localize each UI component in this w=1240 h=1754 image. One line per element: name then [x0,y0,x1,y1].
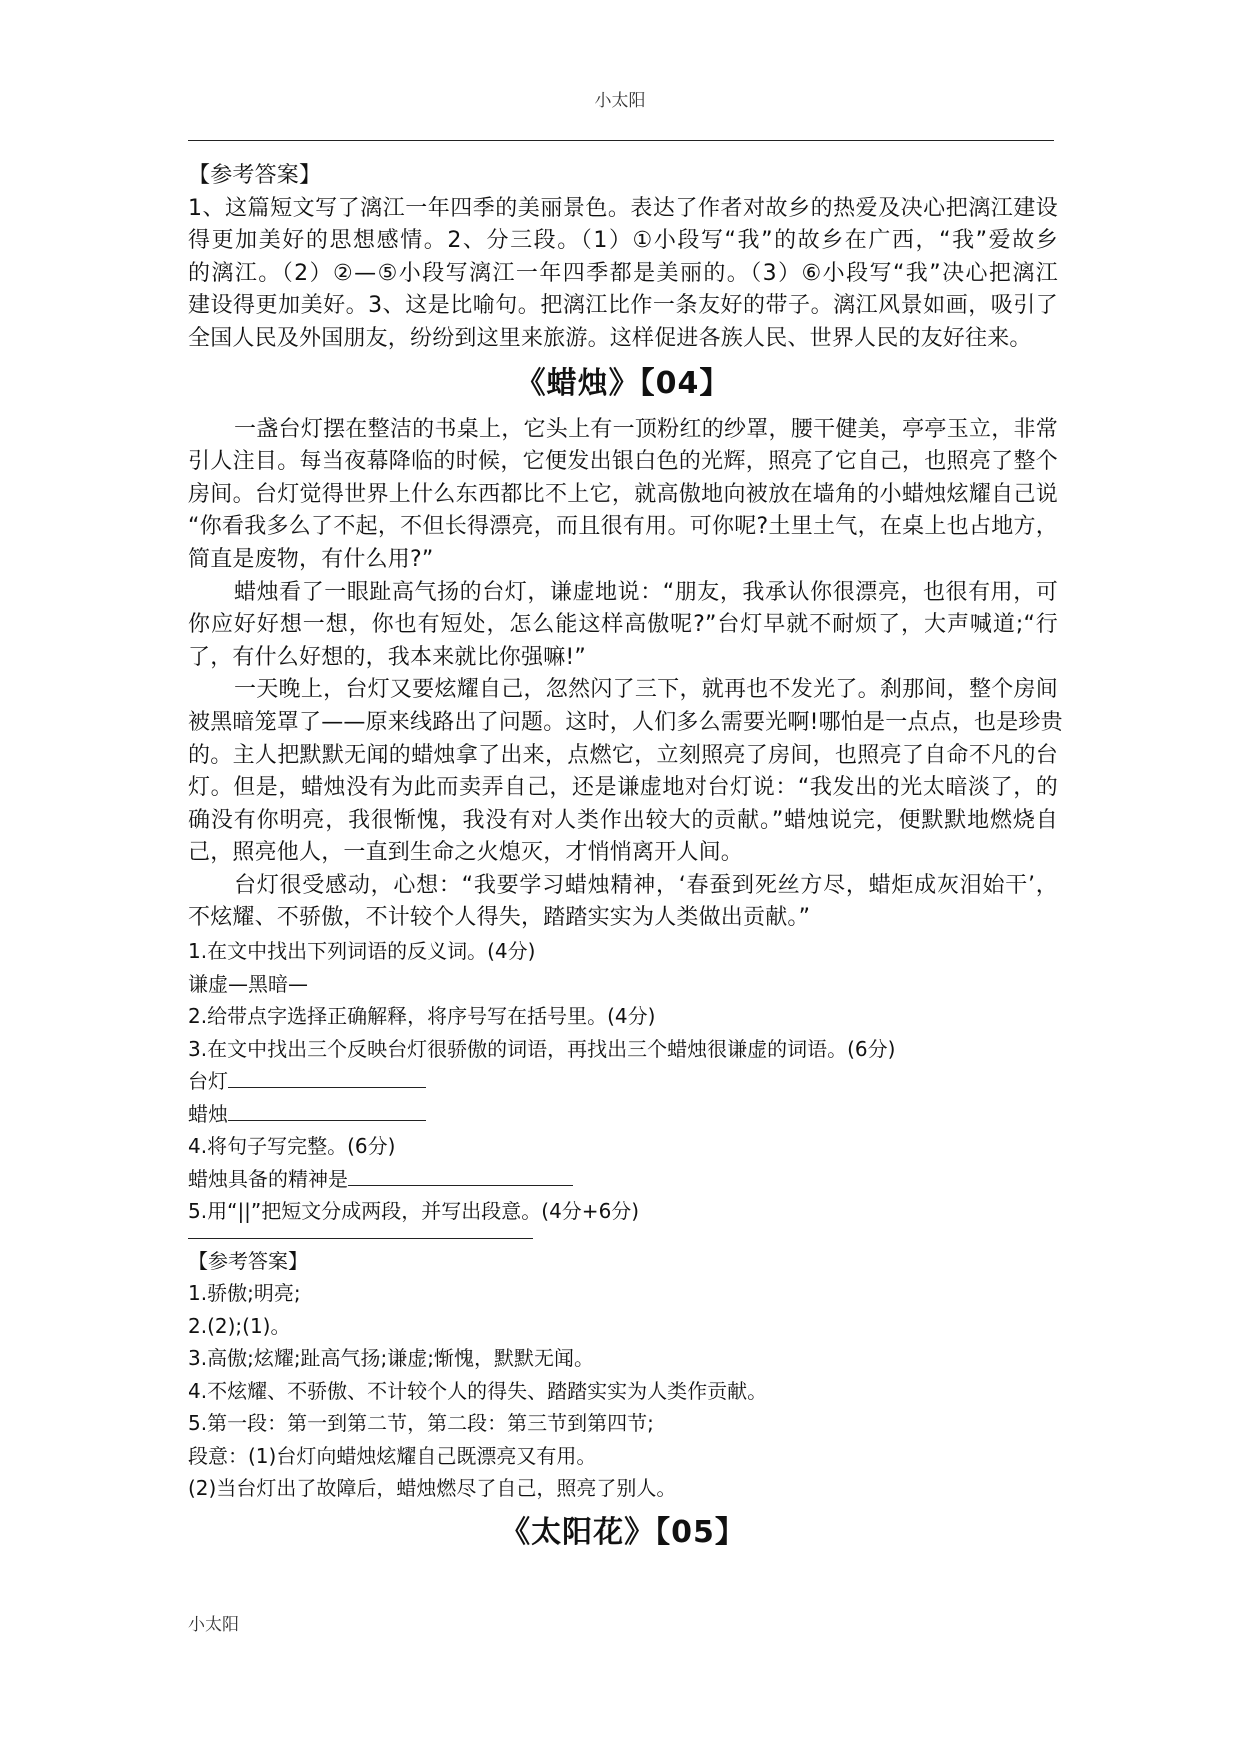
answer-line: 得更加美好的思想感情。2、分三段。（1）①小段写“我”的故乡在广西，“我”爱故乡 [188,228,1058,254]
answer-item: 4.不炫耀、不骄傲、不计较个人的得失、踏踏实实为人类作贡献。 [188,1378,768,1403]
answers-heading: 【参考答案】 [188,1248,308,1273]
answer-blank-long[interactable] [188,1238,533,1239]
story-line: 你应好好想一想，你也有短处，怎么能这样高傲呢?”台灯早就不耐烦了，大声喊道;“行 [188,612,1058,638]
answer-item: (2)当台灯出了故障后，蜡烛燃尽了自己，照亮了别人。 [188,1476,677,1501]
story-line: 不炫耀、不骄傲，不计较个人得失，踏踏实实为人类做出贡献。” [188,905,811,931]
story-line: 一盏台灯摆在整洁的书桌上，它头上有一顶粉红的纱罩，腰干健美，亭亭玉立，非常 [234,416,1058,442]
answer-item: 2.(2);(1)。 [188,1313,291,1338]
story-line: 的。主人把默默无闻的蜡烛拿了出来，点燃它，立刻照亮了房间，也照亮了自命不凡的台 [188,742,1058,768]
story-line: 灯。但是，蜡烛没有为此而卖弄自己，还是谦虚地对台灯说：“我发出的光太暗淡了，的 [188,775,1058,801]
answer-line: 建设得更加美好。3、这是比喻句。把漓江比作一条友好的带子。漓江风景如画，吸引了 [188,293,1058,319]
story-line: 被黑暗笼罩了——原来线路出了问题。这时，人们多么需要光啊!哪怕是一点点，也是珍贵 [188,709,1063,735]
answer-item: 段意：(1)台灯向蜡烛炫耀自己既漂亮又有用。 [188,1443,597,1468]
page-footer: 小太阳 [188,1615,239,1635]
story-line: 引人注目。每当夜幕降临的时候，它便发出银白色的光辉，照亮了它自己，也照亮了整个 [188,449,1058,475]
story-line: 台灯很受感动，心想：“我要学习蜡烛精神，‘春蚕到死丝方尽，蜡炬成灰泪始干’， [234,872,1058,898]
header-divider [188,140,1054,141]
answer-heading: 【参考答案】 [188,163,322,188]
page-content [188,160,1063,1563]
question-4-row [188,1163,1058,1196]
answer-blank[interactable] [228,1098,426,1121]
answer-blank[interactable] [348,1163,573,1186]
story-line: “你看我多么了不起，不但长得漂亮，而且很有用。可你呢?土里土气，在桌上也占地方， [188,514,1058,540]
answer-line: 的漓江。（2）②—⑤小段写漓江一年四季都是美丽的。（3）⑥小段写“我”决心把漓江 [188,260,1058,286]
question-4-label: 蜡烛具备的精神是 [188,1166,348,1191]
story-line: 一天晚上，台灯又要炫耀自己，忽然闪了三下，就再也不发光了。刹那间，整个房间 [234,677,1058,703]
answer-item: 3.高傲;炫耀;趾高气扬;谦虚;惭愧，默默无闻。 [188,1346,595,1371]
question-4: 4.将句子写完整。(6分) [188,1134,396,1159]
answer-line: 1、这篇短文写了漓江一年四季的美丽景色。表达了作者对故乡的热爱及决心把漓江建设 [188,195,1058,221]
answer-item: 5.第一段：第一到第二节，第二段：第三节到第四节; [188,1411,654,1436]
question-1-line: 谦虚—黑暗— [188,971,308,996]
question-3-lamp-label: 台灯 [188,1069,228,1094]
answer-item: 1.骄傲;明亮; [188,1281,301,1306]
story-line: 简直是废物，有什么用?” [188,546,434,572]
page-header: 小太阳 [594,91,646,111]
answer-blank[interactable] [228,1065,426,1088]
story-line: 确没有你明亮，我很惭愧，我没有对人类作出较大的贡献。”蜡烛说完，便默默地燃烧自 [188,807,1058,833]
section-title-04: 《蜡烛》【04】 [515,365,731,401]
question-1: 1.在文中找出下列词语的反义词。(4分) [188,939,536,964]
question-3-lamp-row [188,1065,1058,1098]
question-3: 3.在文中找出三个反映台灯很骄傲的词语，再找出三个蜡烛很谦虚的词语。(6分) [188,1036,896,1061]
story-line: 房间。台灯觉得世界上什么东西都比不上它，就高傲地向被放在墙角的小蜡烛炫耀自己说 [188,481,1058,507]
question-5: 5.用“||”把短文分成两段，并写出段意。(4分+6分) [188,1199,640,1224]
question-3-candle-row [188,1098,1058,1131]
question-2: 2.给带点字选择正确解释，将序号写在括号里。(4分) [188,1004,656,1029]
story-line: 己，照亮他人，一直到生命之火熄灭，才悄悄离开人间。 [188,840,744,866]
answer-line: 全国人民及外国朋友，纷纷到这里来旅游。这样促进各族人民、世界人民的友好往来。 [188,325,1032,351]
question-3-candle-label: 蜡烛 [188,1101,228,1126]
story-line: 蜡烛看了一眼趾高气扬的台灯，谦虚地说：“朋友，我承认你很漂亮，也很有用，可 [234,579,1058,605]
story-line: 了，有什么好想的，我本来就比你强嘛!” [188,644,587,670]
section-title-05: 《太阳花》【05】 [500,1514,746,1550]
